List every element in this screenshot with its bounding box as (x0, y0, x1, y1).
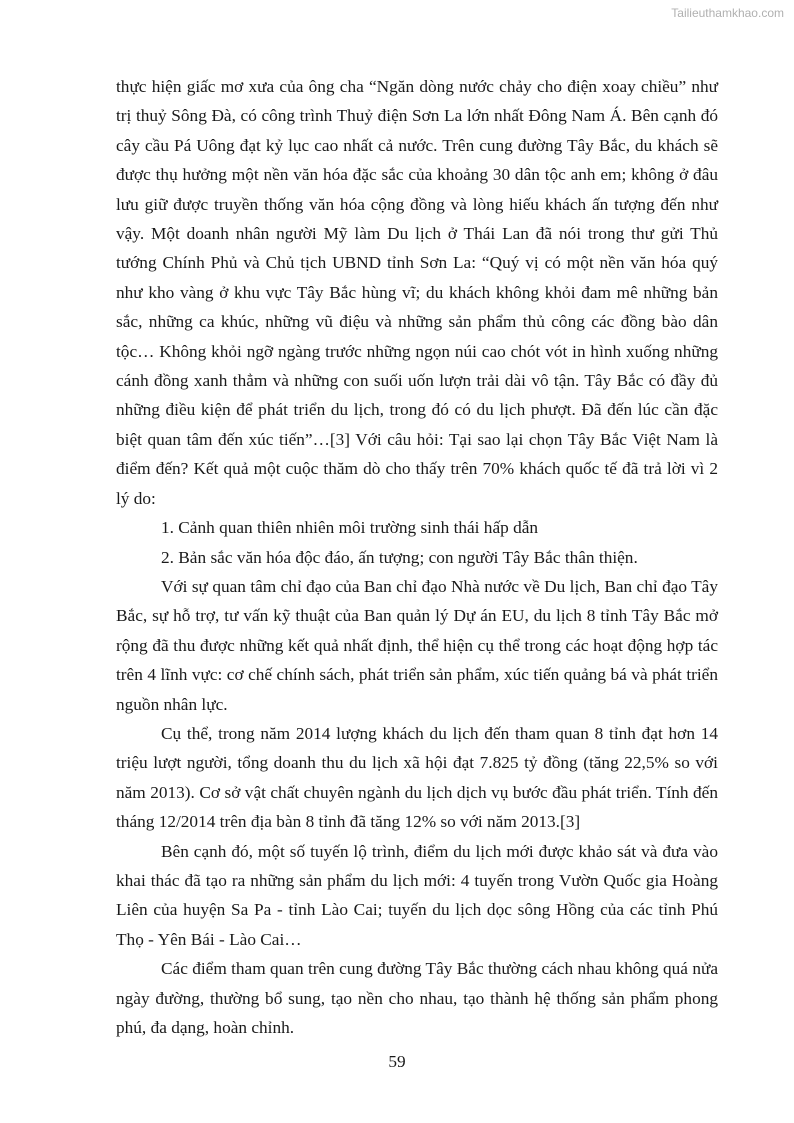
list-item-2: 2. Bản sắc văn hóa độc đáo, ấn tượng; con người Tây Bắc thân thiện. (161, 547, 638, 567)
paragraph-statistics: Cụ thể, trong năm 2014 lượng khách du lịch đến tham quan 8 tỉnh đạt hơn 14 triệu lượt người, tổng doanh thu du lịch xã hội đạt 7.825 tỷ đồng (tăng 22,5% so với năm 2013). Cơ sở vật chất chuyên ngành du lịch dịch vụ bước đầu phát triển. Tính đến tháng 12/2014 trên địa bàn 8 tỉnh đã tăng 12% so với năm 2013.[3] (116, 723, 718, 832)
paragraph-attractions: Các điểm tham quan trên cung đường Tây Bắc thường cách nhau không quá nửa ngày đường, thường bổ sung, tạo nền cho nhau, tạo thành hệ thống sản phẩm phong phú, đa dạng, hoàn chỉnh. (116, 959, 718, 1037)
watermark-text: Tailieuthamkhao.com (671, 6, 784, 20)
paragraph-cooperation: Với sự quan tâm chỉ đạo của Ban chỉ đạo Nhà nước về Du lịch, Ban chỉ đạo Tây Bắc, sự hỗ trợ, tư vấn kỹ thuật của Ban quản lý Dự án EU, du lịch 8 tỉnh Tây Bắc mở rộng đã thu được những kết quả nhất định, thể hiện cụ thể trong các hoạt động hợp tác trên 4 lĩnh vực: cơ chế chính sách, phát triển sản phẩm, xúc tiến quảng bá và phát triển nguồn nhân lực. (116, 576, 718, 714)
list-item-1: 1. Cảnh quan thiên nhiên môi trường sinh thái hấp dẫn (161, 518, 539, 538)
page-number: 59 (388, 1052, 406, 1071)
document-body (116, 72, 718, 1042)
paragraph-continuation: thực hiện giấc mơ xưa của ông cha “Ngăn dòng nước chảy cho điện xoay chiều” như trị thuỷ Sông Đà, có công trình Thuỷ điện Sơn La lớn nhất Đông Nam Á. Bên cạnh đó cây cầu Pá Uông đạt kỷ lục cao nhất cả nước. Trên cung đường Tây Bắc, du khách sẽ được thụ hưởng một nền văn hóa đặc sắc của khoảng 30 dân tộc anh em; không ở đâu lưu giữ được truyền thống văn hóa cộng đồng và lòng hiếu khách ấn tượng đến như vậy. Một doanh nhân người Mỹ làm Du lịch ở Thái Lan đã nói trong thư gửi Thủ tướng Chính Phủ và Chủ tịch UBND tỉnh Sơn La: “Quý vị có một nền văn hóa quý như kho vàng ở khu vực Tây Bắc hùng vĩ; du khách không khỏi đam mê những bản sắc, những ca khúc, những vũ điệu và những sản phẩm thủ công các đồng bào dân tộc… Không khỏi ngỡ ngàng trước những ngọn núi cao chót vót in hình xuống những cánh đồng xanh thẳm và những con suối uốn lượn trải dài vô tận. Tây Bắc có đầy đủ những điều kiện để phát triển du lịch, trong đó có du lịch phượt. Đã đến lúc cần đặc biệt quan tâm đến xúc tiến”…[3] Với câu hỏi: Tại sao lại chọn Tây Bắc Việt Nam là điểm đến? Kết quả một cuộc thăm dò cho thấy trên 70% khách quốc tế đã trả lời vì 2 lý do: (116, 77, 718, 508)
paragraph-new-routes: Bên cạnh đó, một số tuyến lộ trình, điểm du lịch mới được khảo sát và đưa vào khai thác đã tạo ra những sản phẩm du lịch mới: 4 tuyến trong Vườn Quốc gia Hoàng Liên của huyện Sa Pa - tỉnh Lào Cai; tuyến du lịch dọc sông Hồng của các tỉnh Phú Thọ - Yên Bái - Lào Cai… (116, 841, 718, 949)
